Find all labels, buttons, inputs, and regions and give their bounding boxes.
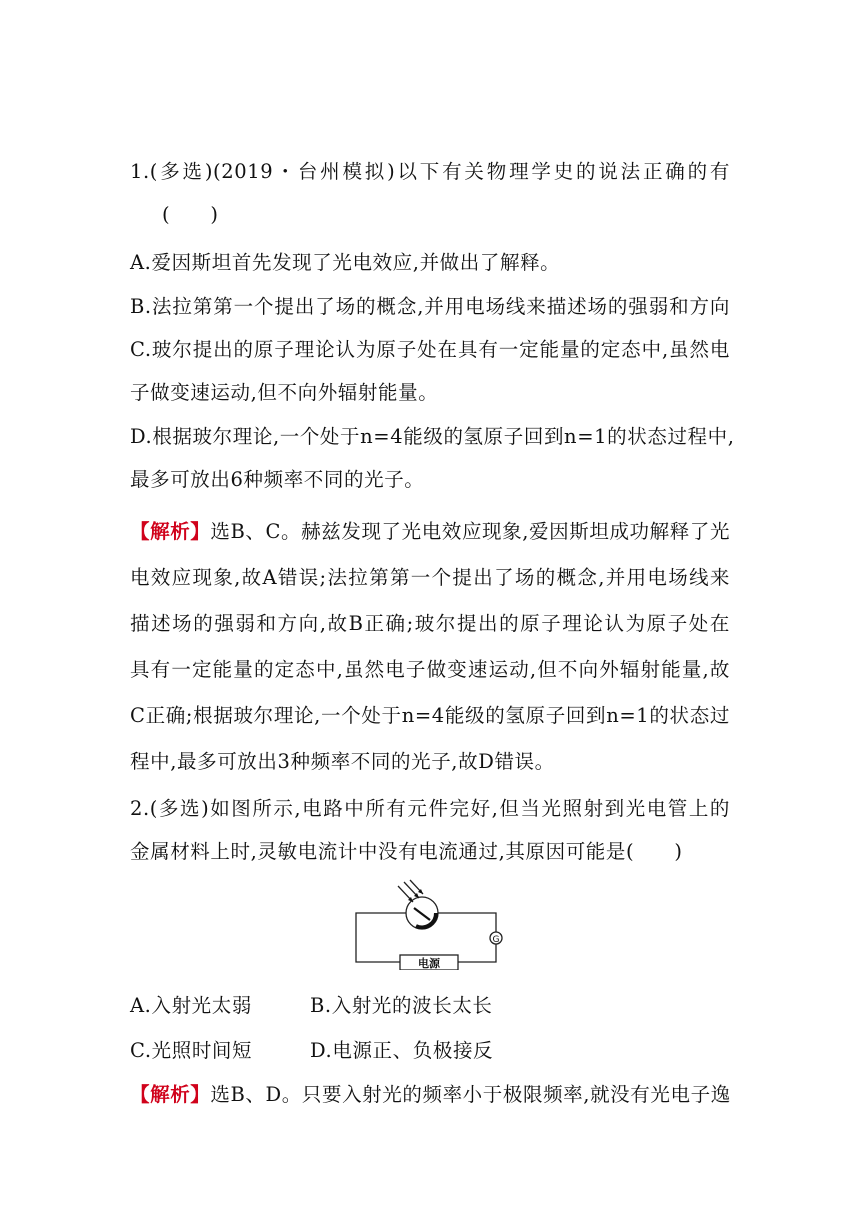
circuit-wire-left: [356, 913, 406, 962]
q1-option-d-line2: 最多可放出6种频率不同的光子。: [130, 468, 425, 491]
a2-line1-text: 选B、D。只要入射光的频率小于极限频率,就没有光电子逸: [210, 1083, 731, 1106]
q2-stem-line2: 金属材料上时,灵敏电流计中没有电流通过,其原因可能是( ): [130, 840, 683, 863]
q1-stem-line1: 1.(多选)(2019・台州模拟)以下有关物理学史的说法正确的有: [130, 160, 730, 183]
q1-option-c-line1: C.玻尔提出的原子理论认为原子处在具有一定能量的定态中,虽然电: [130, 338, 730, 361]
q2-option-b: B.入射光的波长太长: [310, 994, 493, 1017]
a1-line6: 程中,最多可放出3种频率不同的光子,故D错误。: [130, 750, 555, 773]
q2-option-d: D.电源正、负极接反: [310, 1039, 494, 1062]
a1-line2: 电效应现象,故A错误;法拉第第一个提出了场的概念,并用电场线来: [130, 566, 730, 589]
a1-line5: C正确;根据玻尔理论,一个处于n=4能级的氢原子回到n=1的状态过: [130, 704, 730, 727]
q1-option-c-line2: 子做变速运动,但不向外辐射能量。: [130, 381, 439, 404]
a1-line1: [130, 518, 730, 546]
a1-line1-text: 选B、C。赫兹发现了光电效应现象,爱因斯坦成功解释了光: [210, 520, 731, 543]
analysis-tag: 【解析】: [130, 520, 211, 543]
circuit-wire-right-top: [438, 913, 496, 932]
power-source-label: 电源: [418, 957, 440, 970]
q2-option-c: C.光照时间短: [130, 1039, 253, 1062]
q1-option-d-line1: D.根据玻尔理论,一个处于n=4能级的氢原子回到n=1的状态过程中,: [130, 425, 735, 448]
q2-option-a: A.入射光太弱: [130, 994, 252, 1017]
photocell-circuit-diagram: [350, 878, 510, 970]
circuit-wire-right-bottom: [458, 944, 496, 962]
galvanometer-label: G: [492, 935, 500, 945]
q1-option-a: A.爱因斯坦首先发现了光电效应,并做出了解释。: [130, 251, 561, 274]
q1-answer-paren: ( ): [162, 203, 219, 226]
analysis-tag: 【解析】: [130, 1083, 211, 1106]
a1-line3: 描述场的强弱和方向,故B正确;玻尔提出的原子理论认为原子处在: [130, 612, 730, 635]
q2-stem-line1: 2.(多选)如图所示,电路中所有元件完好,但当光照射到光电管上的: [130, 797, 730, 820]
a2-line1: [130, 1081, 730, 1109]
q1-option-b: B.法拉第第一个提出了场的概念,并用电场线来描述场的强弱和方向: [130, 295, 730, 318]
a1-line4: 具有一定能量的定态中,虽然电子做变速运动,但不向外辐射能量,故: [130, 658, 730, 681]
